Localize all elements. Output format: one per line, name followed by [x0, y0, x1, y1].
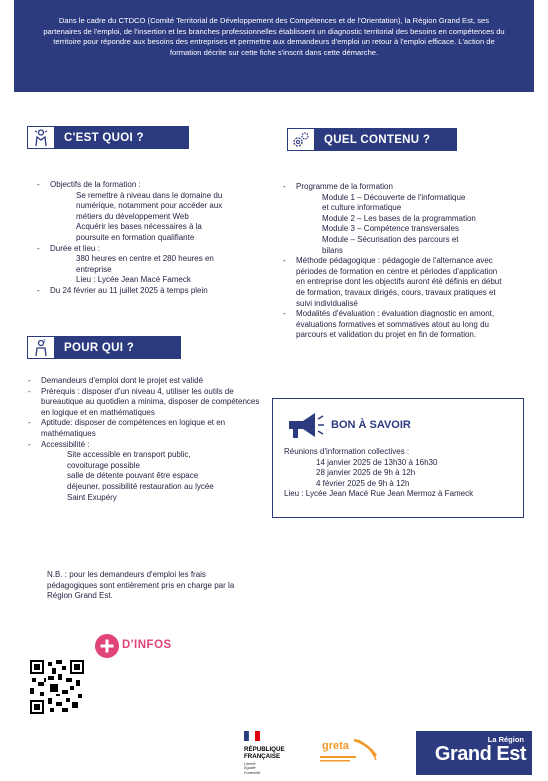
region-big-text: Grand Est: [434, 743, 526, 765]
bon-a-savoir-box: [272, 398, 524, 518]
pour-qui-content: [25, 376, 267, 503]
rf-motto: [244, 762, 302, 775]
dates-item: - Du 24 février au 11 juillet 2025 à temps plein: [34, 286, 266, 297]
modalites-item: - Modalités d'évaluation : évaluation diagnostic en amont, évaluations formatives et sommatives atout au long du parcours et validation du projet en fin de formation.: [280, 309, 508, 341]
reunion-date: 14 janvier 2025 de 13h30 à 16h30: [316, 457, 438, 467]
bon-a-savoir-body: [284, 447, 474, 500]
methode-item: - Méthode pédagogique : pédagogie de l'alternance avec périodes de formation en centre et périodes d'application en entreprise dont les objectifs auront été définis en début de formation, travaux dirigés, cours, travaux pratiques et suivi individualisé: [280, 256, 508, 309]
access-line: déjeuner, possibilité restauration au lycée: [67, 481, 214, 491]
section-pour-qui-header: [27, 336, 181, 359]
objectif-line: Acquérir les bases nécessaires à la: [76, 222, 202, 232]
module-line: et culture informatique: [322, 203, 402, 213]
bon-a-savoir-title: BON À SAVOIR: [331, 419, 411, 431]
reunion-date: 4 février 2025 de 9h à 12h: [316, 478, 410, 488]
section-pour-qui-title: POUR QUI ?: [54, 337, 180, 358]
programme-label: - Programme de la formation: [296, 182, 393, 191]
section-quel-contenu-header: [287, 128, 457, 151]
duree-line: 380 heures en centre et 280 heures en: [76, 254, 214, 264]
access-line: Saint Exupéry: [67, 492, 117, 502]
module-line: Module 3 – Compétence transversales: [322, 224, 459, 234]
list-item: - Aptitude: disposer de compétences en logique et en mathématiques: [25, 418, 267, 439]
list-item: [34, 180, 266, 244]
module-line: Module – Sécurisation des parcours et: [322, 234, 459, 244]
list-item: [34, 244, 266, 286]
duree-line: Lieu : Lycée Jean Macé Fameck: [76, 275, 191, 285]
objectif-line: Se remettre à niveau dans le domaine du: [76, 190, 223, 200]
list-item: - Demandeurs d'emploi dont le projet est validé: [25, 376, 267, 387]
infos-label: D'INFOS: [122, 639, 172, 651]
access-line: Site accessible en transport public,: [67, 450, 191, 460]
reunion-lieu: Lieu : Lycée Jean Macé Rue Jean Mermoz à Fameck: [284, 489, 474, 499]
rf-name-line: RÉPUBLIQUE: [244, 746, 285, 753]
motto-line: Liberté: [244, 762, 256, 766]
accessibilite-label: - Accessibilité :: [41, 439, 90, 449]
qr-code-icon[interactable]: [30, 660, 84, 714]
region-small-text: La Région: [487, 735, 524, 744]
cest-quoi-content: [34, 180, 266, 297]
access-line: covoiturage possible: [67, 460, 140, 470]
nb-note: N.B. : pour les demandeurs d'emploi les frais pédagogiques sont entièrement pris en charge par la Région Grand Est.: [47, 570, 235, 601]
module-line: bilans: [322, 245, 343, 255]
section-cest-quoi-header: [27, 126, 189, 149]
objectif-line: poursuite en formation qualifiante: [76, 232, 195, 242]
person-question-icon: [28, 338, 54, 358]
intro-banner: [14, 0, 534, 92]
svg-text:?: ?: [43, 338, 46, 345]
greta-logo: [318, 738, 378, 769]
list-item: [25, 440, 267, 504]
region-grand-est-logo: [416, 731, 532, 775]
reunions-label: Réunions d'information collectives :: [284, 447, 410, 456]
section-cest-quoi-title: C'EST QUOI ?: [54, 127, 188, 148]
quel-contenu-content: [280, 182, 508, 341]
reunion-date: 28 janvier 2025 de 9h à 12h: [316, 468, 416, 478]
access-line: salle de détente pouvant être espace: [67, 471, 199, 481]
list-item: - Prérequis : disposer d'un niveau 4, utiliser les outils de bureautique au quotidien a minima, disposer de compétences en logique et en mathématiques: [25, 387, 267, 419]
objectif-line: numérique, notamment pour accéder aux: [76, 201, 223, 211]
section-quel-contenu-title: QUEL CONTENU ?: [314, 129, 456, 150]
republique-francaise-logo: [244, 728, 302, 775]
intro-text: Dans le cadre du CTDCO (Comité Territorial de Développement des Compétences et de l'Orientation), la Région Grand Est, ses partenaires de l'emploi, de l'insertion et les branches professionnelles établissent un diagnostic territorial des besoins en compétences du territoire pour répondre aux besoins des entreprises et permettre aux demandeurs d'emploi un retour à l'emploi efficace. L'action de formation décrite sur cette fiche s'inscrit dans cette démarche.: [43, 16, 505, 57]
marianne-icon: [244, 731, 260, 741]
objectif-line: métiers du développement Web: [76, 211, 189, 221]
motto-line: Fraternité: [244, 770, 261, 775]
person-lightbulb-icon: [28, 128, 54, 148]
objectifs-label: - Objectifs de la formation :: [50, 180, 141, 189]
greta-text: greta: [322, 740, 349, 752]
list-item: [280, 182, 508, 256]
gears-icon: [288, 130, 314, 150]
megaphone-icon: [283, 409, 325, 448]
module-line: Module 2 – Les bases de la programmation: [322, 213, 476, 223]
rf-name-line: FRANÇAISE: [244, 753, 281, 760]
duree-line: entreprise: [76, 264, 112, 274]
duree-label: - Durée et lieu :: [50, 243, 100, 253]
motto-line: Égalité: [244, 766, 256, 771]
plus-icon: [94, 633, 120, 664]
module-line: Module 1 – Découverte de l'informatique: [322, 192, 466, 202]
